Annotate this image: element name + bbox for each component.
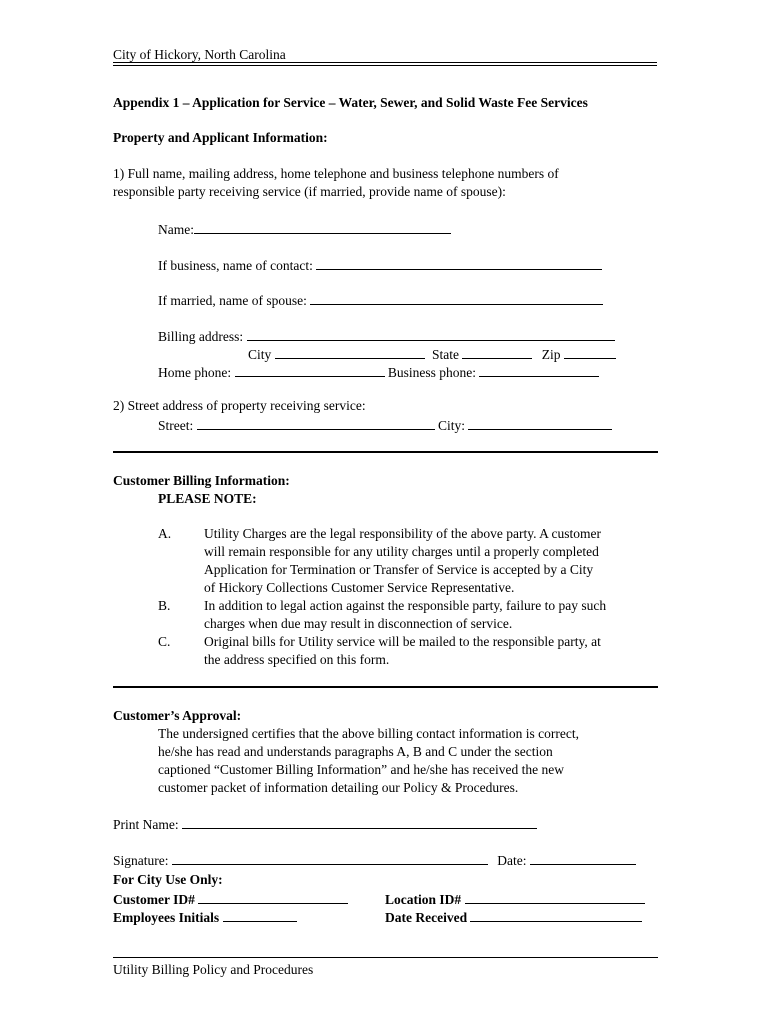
city-use-heading: For City Use Only:: [113, 872, 223, 887]
employees-initials-input-line[interactable]: [223, 907, 297, 922]
question-1-line-1: 1) Full name, mailing address, home telephone and business telephone numbers of: [113, 166, 559, 181]
zip-input-line[interactable]: [564, 344, 616, 359]
item-c-line-1: Original bills for Utility service will be mailed to the responsible party, at: [204, 634, 601, 649]
billing-address-label: Billing address:: [158, 329, 244, 344]
question-2-line: 2) Street address of property receiving service:: [113, 398, 366, 413]
city-state-zip-row: [248, 344, 616, 364]
home-phone-input-line[interactable]: [235, 362, 385, 377]
approval-line-2: he/she has read and understands paragraphs A, B and C under the section: [158, 744, 553, 759]
state-label: State: [432, 347, 460, 362]
street-label: Street:: [158, 418, 194, 433]
business-phone-label: Business phone:: [387, 365, 477, 380]
date-received-row: [385, 907, 642, 927]
footer-rule: [113, 957, 658, 958]
document-title: Appendix 1 – Application for Service – Water, Sewer, and Solid Waste Fee Services: [113, 95, 588, 110]
item-b-letter: B.: [158, 598, 171, 613]
billing-address-input-line[interactable]: [247, 326, 615, 341]
city-input-line[interactable]: [275, 344, 425, 359]
item-a-line-1: Utility Charges are the legal responsibility of the above party. A customer: [204, 526, 602, 541]
item-b-line-1: In addition to legal action against the responsible party, failure to pay such: [204, 598, 607, 613]
signature-label: Signature:: [113, 853, 169, 868]
date-label: Date:: [497, 853, 527, 868]
state-input-line[interactable]: [462, 344, 532, 359]
customer-id-row: [113, 889, 348, 909]
print-name-label: Print Name:: [113, 817, 179, 832]
city-label: City: [248, 347, 272, 362]
signature-input-line[interactable]: [172, 850, 488, 865]
page-footer: Utility Billing Policy and Procedures: [113, 962, 314, 977]
business-contact-input-line[interactable]: [316, 255, 602, 270]
business-contact-label: If business, name of contact:: [158, 258, 313, 273]
item-a-letter: A.: [158, 526, 172, 541]
item-b-line-2: charges when due may result in disconnection of service.: [204, 616, 513, 631]
spouse-row: [158, 290, 603, 310]
item-a-line-4: of Hickory Collections Customer Service Representative.: [204, 580, 515, 595]
customer-id-label: Customer ID#: [113, 892, 195, 907]
date-received-label: Date Received: [385, 910, 468, 925]
header-rule: [113, 62, 657, 63]
question-1-line-2: responsible party receiving service (if married, provide name of spouse):: [113, 184, 506, 199]
street-city-label: City:: [438, 418, 466, 433]
phone-row: [158, 362, 599, 382]
spouse-input-line[interactable]: [310, 290, 603, 305]
item-c-letter: C.: [158, 634, 171, 649]
business-contact-row: [158, 255, 602, 275]
location-id-row: [385, 889, 645, 909]
customer-id-input-line[interactable]: [198, 889, 348, 904]
approval-line-3: captioned “Customer Billing Information” and he/she has received the new: [158, 762, 564, 777]
spouse-label: If married, name of spouse:: [158, 293, 307, 308]
approval-line-4: customer packet of information detailing our Policy & Procedures.: [158, 780, 519, 795]
employees-initials-row: [113, 907, 297, 927]
name-input-line[interactable]: [194, 219, 451, 234]
location-id-label: Location ID#: [385, 892, 462, 907]
signature-row: [113, 850, 636, 870]
street-city-input-line[interactable]: [468, 415, 612, 430]
billing-heading: Customer Billing Information:: [113, 473, 290, 488]
location-id-input-line[interactable]: [465, 889, 645, 904]
zip-label: Zip: [541, 347, 561, 362]
name-label: Name:: [158, 222, 194, 237]
item-c-line-2: the address specified on this form.: [204, 652, 390, 667]
name-field-row: [158, 219, 451, 239]
street-input-line[interactable]: [197, 415, 435, 430]
section-divider-2: [113, 686, 658, 688]
employees-initials-label: Employees Initials: [113, 910, 220, 925]
property-heading: Property and Applicant Information:: [113, 130, 328, 145]
header-rule-double: [113, 65, 657, 66]
section-divider-1: [113, 451, 658, 453]
page-header: City of Hickory, North Carolina: [113, 47, 286, 62]
print-name-row: [113, 814, 537, 834]
approval-heading: Customer’s Approval:: [113, 708, 242, 723]
street-row: [158, 415, 612, 435]
please-note: PLEASE NOTE:: [158, 491, 257, 506]
home-phone-label: Home phone:: [158, 365, 232, 380]
item-a-line-3: Application for Termination or Transfer of Service is accepted by a City: [204, 562, 594, 577]
date-input-line[interactable]: [530, 850, 636, 865]
item-a-line-2: will remain responsible for any utility charges until a properly completed: [204, 544, 599, 559]
date-received-input-line[interactable]: [470, 907, 642, 922]
business-phone-input-line[interactable]: [479, 362, 599, 377]
billing-address-row: [158, 326, 615, 346]
print-name-input-line[interactable]: [182, 814, 537, 829]
approval-line-1: The undersigned certifies that the above billing contact information is correct,: [158, 726, 579, 741]
